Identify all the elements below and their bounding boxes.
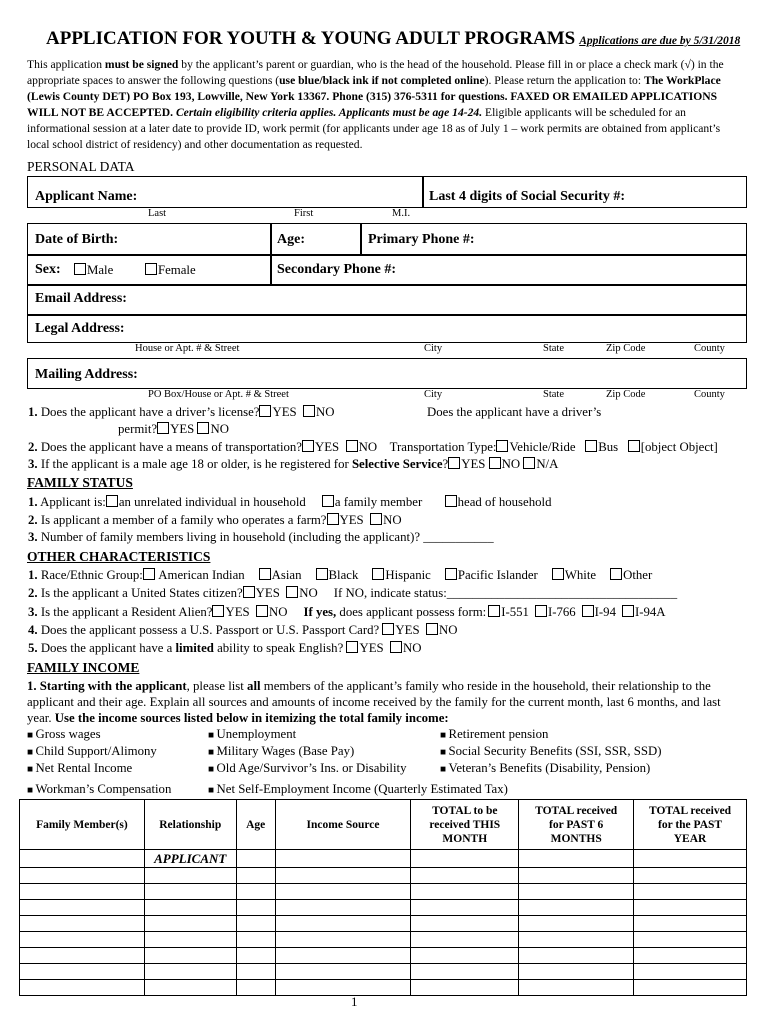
race-hispanic-checkbox[interactable] [372, 568, 384, 580]
race-option-label: Black [328, 568, 359, 582]
race-option-label: Other [623, 568, 653, 582]
table-cell[interactable] [275, 932, 411, 948]
email-label: Email Address: [35, 291, 127, 306]
intro-segment: This application [27, 58, 105, 71]
question-race: 1. Race/Ethnic Group: American Indian Asian Black Hispanic Pacific Islander White Other [28, 568, 653, 582]
unrelated-checkbox[interactable] [106, 495, 118, 507]
income-source-item [208, 761, 406, 776]
license-no-checkbox[interactable] [303, 405, 315, 417]
income-source-label: Military Wages (Base Pay) [216, 744, 355, 758]
table-cell[interactable] [20, 980, 145, 996]
table-cell[interactable] [519, 850, 634, 868]
table-cell[interactable] [411, 900, 519, 916]
table-cell[interactable] [411, 980, 519, 996]
farm-no-checkbox[interactable] [370, 513, 382, 525]
first-sublabel: First [294, 208, 314, 219]
intro-segment: use blue/black ink if not completed online [279, 74, 485, 88]
table-cell[interactable] [236, 850, 275, 868]
table-row [20, 980, 747, 996]
table-cell[interactable] [236, 868, 275, 884]
bullet-icon: ■ [440, 730, 449, 741]
table-header-cell: Income Source [275, 800, 411, 850]
table-cell[interactable] [411, 964, 519, 980]
form-title: APPLICATION FOR YOUTH & YOUNG ADULT PROGRAMS Applications are due by 5/31/2018 [46, 28, 741, 49]
table-header-cell: TOTAL received for PAST 6 MONTHS [519, 800, 634, 850]
female-checkbox[interactable] [145, 263, 157, 275]
table-row [20, 964, 747, 980]
table-cell[interactable] [275, 850, 411, 868]
table-cell[interactable] [634, 884, 747, 900]
bullet-icon: ■ [27, 747, 36, 758]
table-cell[interactable] [236, 964, 275, 980]
table-cell[interactable] [275, 900, 411, 916]
mailing-state-sublabel: State [543, 389, 564, 400]
table-cell[interactable] [144, 884, 236, 900]
table-cell[interactable] [634, 980, 747, 996]
race-black-checkbox[interactable] [316, 568, 328, 580]
table-cell[interactable] [144, 900, 236, 916]
bullet-icon: ■ [208, 747, 217, 758]
table-cell[interactable] [519, 868, 634, 884]
male-checkbox[interactable] [74, 263, 86, 275]
intro-segment: Eligible applicants will be scheduled for an informational session at a later date to provide ID, work permit (for applicants under age 18 as of July 1 – work permits are obtained from applicant’s local school district of residency) and other documentation as requested. [27, 106, 721, 152]
table-row [20, 900, 747, 916]
english-yes-checkbox[interactable] [346, 641, 358, 653]
form-option-label: I-94 [594, 605, 616, 619]
form-i-551-checkbox[interactable] [488, 605, 500, 617]
citizen-yes-checkbox[interactable] [243, 586, 255, 598]
table-cell[interactable] [20, 916, 145, 932]
income-source-item [208, 782, 508, 797]
bullet-icon: ■ [440, 747, 449, 758]
table-cell[interactable] [519, 916, 634, 932]
income-source-label: Child Support/Alimony [35, 744, 157, 758]
table-cell[interactable] [275, 916, 411, 932]
income-source-label: Social Security Benefits (SSI, SSR, SSD) [448, 744, 662, 758]
table-cell[interactable] [236, 916, 275, 932]
legal-city-sublabel: City [424, 343, 443, 354]
income-source-item [440, 761, 650, 776]
transport-yes-checkbox[interactable] [302, 440, 314, 452]
bullet-icon: ■ [440, 764, 449, 775]
intro-segment: must be signed [104, 58, 179, 71]
income-source-item [27, 727, 101, 742]
applicant-name-label: Applicant Name: [35, 189, 138, 204]
race-option-label: American Indian [155, 568, 245, 582]
english-no-checkbox[interactable] [390, 641, 402, 653]
primary-phone-label: Primary Phone #: [368, 232, 475, 247]
table-cell[interactable] [20, 932, 145, 948]
table-cell[interactable] [519, 932, 634, 948]
table-cell[interactable] [634, 900, 747, 916]
question-drivers-permit: Does the applicant have a driver’s [427, 405, 602, 419]
race-pacific-islander-checkbox[interactable] [445, 568, 457, 580]
table-cell[interactable] [519, 948, 634, 964]
table-cell[interactable] [634, 948, 747, 964]
income-source-item [208, 727, 296, 742]
race-option-label: Hispanic [385, 568, 431, 582]
table-cell[interactable] [275, 980, 411, 996]
selective-no-checkbox[interactable] [489, 457, 501, 469]
table-cell[interactable] [634, 964, 747, 980]
income-source-item [440, 744, 661, 759]
male-option[interactable]: Male [74, 263, 113, 278]
license-yes-checkbox[interactable] [259, 405, 271, 417]
legal-house-sublabel: House or Apt. # & Street [135, 343, 240, 354]
other-characteristics-heading: OTHER CHARACTERISTICS [27, 549, 211, 564]
sex-label: Sex: [35, 262, 61, 277]
vehicle-checkbox[interactable] [496, 440, 508, 452]
table-cell[interactable] [20, 948, 145, 964]
age-label: Age: [277, 232, 305, 247]
family-income-table [19, 799, 747, 996]
table-cell[interactable] [144, 964, 236, 980]
table-row [20, 916, 747, 932]
form-option-label: I-94A [634, 605, 666, 619]
table-cell[interactable] [144, 980, 236, 996]
alien-no-checkbox[interactable] [256, 605, 268, 617]
intro-paragraph [27, 57, 745, 154]
table-cell[interactable] [144, 932, 236, 948]
table-cell[interactable] [20, 900, 145, 916]
permit-yes-checkbox[interactable] [157, 422, 169, 434]
dob-label: Date of Birth: [35, 232, 119, 247]
table-cell[interactable] [275, 948, 411, 964]
table-cell[interactable] [634, 916, 747, 932]
table-cell[interactable] [236, 980, 275, 996]
selective-yes-checkbox[interactable] [448, 457, 460, 469]
table-row [20, 884, 747, 900]
income-source-label: Unemployment [216, 727, 297, 741]
income-source-item [208, 744, 354, 759]
table-cell[interactable] [20, 850, 145, 868]
income-instructions: 1. Starting with the applicant, please list all members of the applicant’s family who reside in the household, their relationship to the applicant and their age. Explain all sources and amounts of income received by the family for the current month, last 6 months, and last year. Use the income sources listed below in itemizing the total family income: [27, 679, 721, 726]
table-cell[interactable] [411, 932, 519, 948]
ssn-label: Last 4 digits of Social Security #: [429, 189, 625, 204]
form-i-766-checkbox[interactable] [535, 605, 547, 617]
income-source-item [27, 744, 157, 759]
table-cell[interactable] [411, 948, 519, 964]
page-number: 1 [351, 994, 358, 1009]
legal-zip-sublabel: Zip Code [606, 343, 646, 354]
table-header-cell: Family Member(s) [20, 800, 145, 850]
question-permit-answers: permit? YES NO [118, 422, 229, 436]
family-member-checkbox[interactable] [322, 495, 334, 507]
citizen-status-field[interactable]: If NO, indicate status:____________________________________ [333, 586, 678, 600]
selective-na-checkbox[interactable] [523, 457, 535, 469]
mi-sublabel: M.I. [392, 208, 411, 219]
bullet-icon: ■ [27, 785, 36, 796]
mailing-county-sublabel: County [694, 389, 725, 400]
bullet-icon: ■ [208, 764, 217, 775]
question-passport: 4. Does the applicant possess a U.S. Passport or U.S. Passport Card? YES NO [28, 623, 458, 637]
table-cell[interactable] [144, 916, 236, 932]
table-cell[interactable] [519, 884, 634, 900]
transport-no-checkbox[interactable] [346, 440, 358, 452]
income-source-label: Net Rental Income [35, 761, 133, 775]
table-header-cell: TOTAL received for the PAST YEAR [634, 800, 747, 850]
race-option-label: White [564, 568, 597, 582]
head-of-household-checkbox[interactable] [445, 495, 457, 507]
table-cell[interactable] [20, 964, 145, 980]
table-header-cell: Age [236, 800, 275, 850]
intro-segment: by the applicant’s parent or guardian, who is the head of the household. Please fill in or place a check mark (√) in the appropriate spaces to answer the following questions ( [27, 58, 724, 88]
table-cell[interactable] [634, 850, 747, 868]
income-source-label: Retirement pension [448, 727, 549, 741]
table-cell[interactable] [275, 964, 411, 980]
race-option-label: Asian [271, 568, 302, 582]
race-asian-checkbox[interactable] [259, 568, 271, 580]
bus-checkbox[interactable] [585, 440, 597, 452]
question-family-count[interactable]: 3. Number of family members living in household (including the applicant)? ___________ [28, 530, 494, 544]
mailing-zip-sublabel: Zip Code [606, 389, 646, 400]
citizen-no-checkbox[interactable] [286, 586, 298, 598]
table-cell[interactable] [275, 868, 411, 884]
due-date: Applications are due by 5/31/2018 [579, 35, 741, 47]
table-cell[interactable] [411, 850, 519, 868]
table-cell[interactable] [411, 868, 519, 884]
intro-segment: The WorkPlace (Lewis County DET) PO Box 193, Lowville, New York 13367. Phone (315) 376-5311 for questions. FAXED OR EMAILED APPLICATIONS WILL NOT BE ACCEPTED. [27, 74, 721, 120]
table-cell[interactable] [144, 868, 236, 884]
income-source-label: Old Age/Survivor’s Ins. or Disability [216, 761, 407, 775]
question-citizen: 2. Is the applicant a United States citizen? YES NO If NO, indicate status:____________________________________ [28, 586, 678, 600]
question-selective-service: 3. If the applicant is a male age 18 or older, is he registered for Selective Service? YES NO N/A [28, 457, 559, 471]
income-source-item [440, 727, 548, 742]
mailing-address-label: Mailing Address: [35, 367, 138, 382]
table-cell[interactable] [519, 980, 634, 996]
race-other-checkbox[interactable] [610, 568, 622, 580]
race-white-checkbox[interactable] [552, 568, 564, 580]
table-cell[interactable] [236, 884, 275, 900]
table-cell[interactable] [20, 868, 145, 884]
legal-state-sublabel: State [543, 343, 564, 354]
question-transportation: 2. Does the applicant have a means of transportation? YES NO Transportation Type: Vehicle/Ride Bus [object Object] [28, 440, 718, 454]
income-source-label: Gross wages [35, 727, 101, 741]
personal-data-heading: PERSONAL DATA [27, 159, 135, 174]
race-american-indian-checkbox[interactable] [143, 568, 155, 580]
race-option-label: Pacific Islander [457, 568, 538, 582]
table-cell[interactable] [275, 884, 411, 900]
table-cell[interactable] [236, 932, 275, 948]
question-english: 5. Does the applicant have a limited ability to speak English? YES NO [28, 641, 422, 655]
female-option[interactable]: Female [145, 263, 196, 278]
bullet-icon: ■ [208, 730, 217, 741]
table-row [20, 932, 747, 948]
form-option-label: I-551 [501, 605, 529, 619]
table-cell[interactable] [411, 916, 519, 932]
table-cell[interactable] [519, 964, 634, 980]
passport-no-checkbox[interactable] [426, 623, 438, 635]
permit-no-checkbox[interactable] [197, 422, 209, 434]
secondary-phone-label: Secondary Phone #: [277, 262, 396, 277]
form-i-94-checkbox[interactable] [582, 605, 594, 617]
passport-yes-checkbox[interactable] [382, 623, 394, 635]
table-row [20, 948, 747, 964]
form-option-label: I-766 [547, 605, 576, 619]
income-source-label: Veteran’s Benefits (Disability, Pension) [448, 761, 651, 775]
bullet-icon: ■ [27, 764, 36, 775]
legal-address-label: Legal Address: [35, 321, 125, 336]
question-farm: 2. Is applicant a member of a family who operates a farm? YES NO [28, 513, 402, 527]
table-cell[interactable] [634, 868, 747, 884]
income-source-label: Workman’s Compensation [35, 782, 172, 796]
mailing-pobox-sublabel: PO Box/House or Apt. # & Street [148, 389, 289, 400]
income-source-label: Net Self-Employment Income (Quarterly Estimated Tax) [216, 782, 508, 796]
intro-segment: Certain eligibility criteria applies. Applicants must be age 14-24. [175, 106, 483, 120]
table-cell[interactable] [519, 900, 634, 916]
bullet-icon: ■ [208, 785, 217, 796]
table-header-cell: Relationship [144, 800, 236, 850]
income-source-item [27, 761, 132, 776]
question-drivers-license: 1. Does the applicant have a driver’s license? YES NO [28, 405, 335, 419]
table-header-cell: TOTAL to be received THIS MONTH [411, 800, 519, 850]
family-income-heading: FAMILY INCOME [27, 660, 140, 675]
alien-yes-checkbox[interactable] [212, 605, 224, 617]
family-status-heading: FAMILY STATUS [27, 475, 133, 490]
last-sublabel: Last [148, 208, 167, 219]
farm-yes-checkbox[interactable] [327, 513, 339, 525]
table-row [20, 868, 747, 884]
other-transport-checkbox[interactable] [628, 440, 640, 452]
table-row [20, 850, 747, 868]
table-cell[interactable] [20, 884, 145, 900]
bullet-icon: ■ [27, 730, 36, 741]
legal-county-sublabel: County [694, 343, 725, 354]
table-cell[interactable] [144, 948, 236, 964]
table-cell[interactable] [634, 932, 747, 948]
table-cell[interactable] [236, 900, 275, 916]
table-cell[interactable]: APPLICANT [144, 850, 236, 868]
form-i-94a-checkbox[interactable] [622, 605, 634, 617]
question-resident-alien: 3. Is the applicant a Resident Alien? YES NO If yes, does applicant possess form: I-551 I-766 I-94 I-94A [28, 605, 666, 619]
income-source-item [27, 782, 171, 797]
table-cell[interactable] [236, 948, 275, 964]
table-cell[interactable] [411, 884, 519, 900]
question-applicant-is: 1. Applicant is: an unrelated individual in household a family member head of household [28, 495, 552, 509]
mailing-city-sublabel: City [424, 389, 443, 400]
intro-segment: ). Please return the application to: [484, 74, 644, 88]
